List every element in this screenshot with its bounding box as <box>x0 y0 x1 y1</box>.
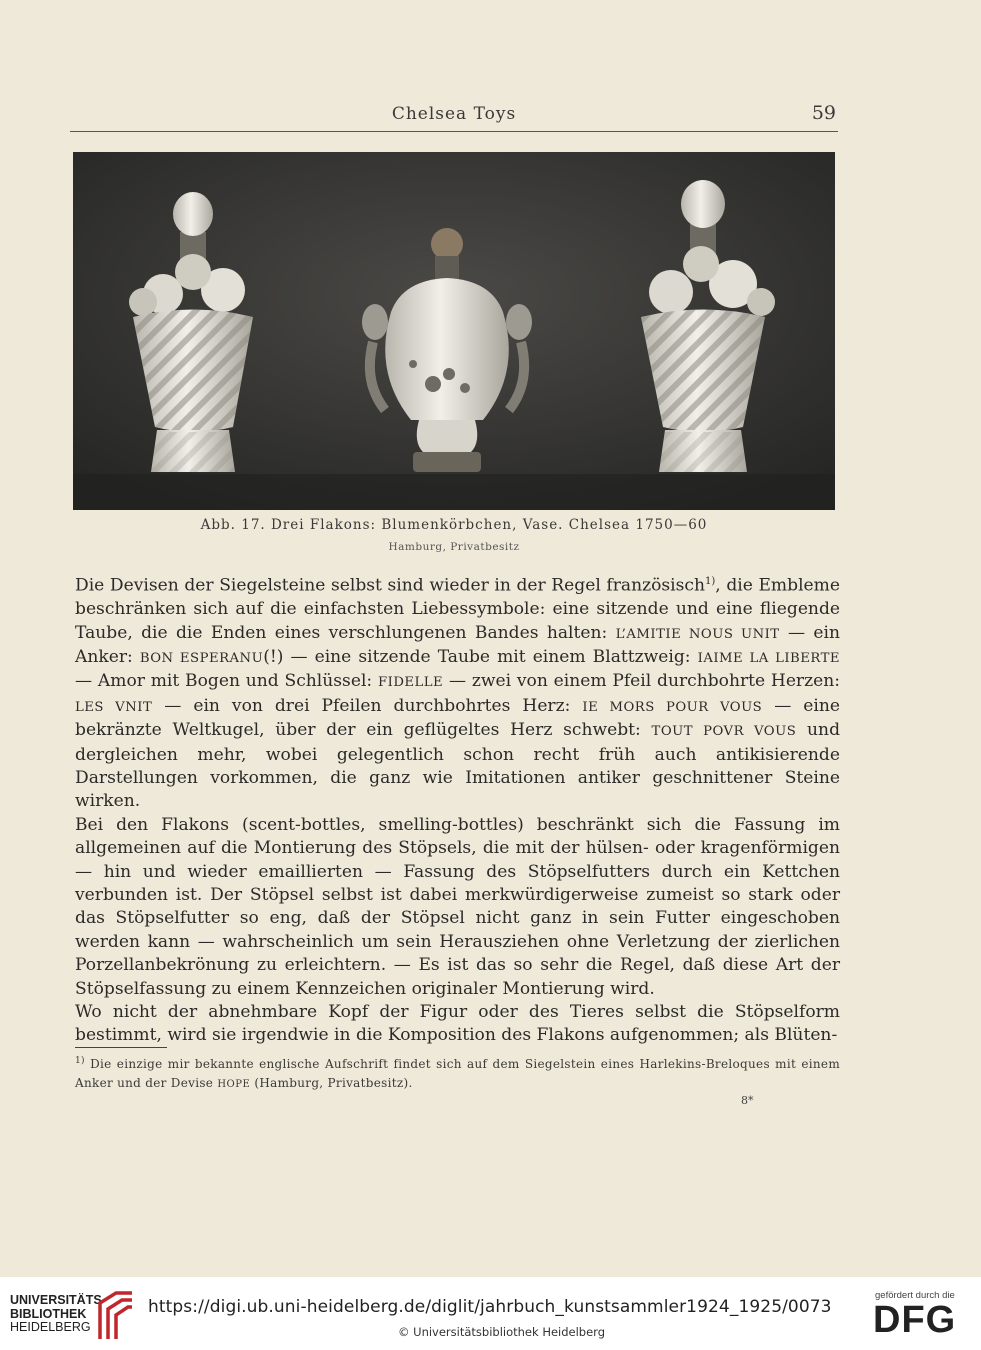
footnote-mark: 1) <box>75 1056 85 1066</box>
motto: BON ESPERANU <box>139 650 264 666</box>
figure-credit: Hamburg, Privatbesitz <box>388 541 520 553</box>
motto: TOUT POVR VOUS <box>651 724 797 740</box>
document-url-link[interactable]: https://digi.ub.uni-heidelberg.de/diglit/jahrbuch_kunstsammler1924_1925/0073 <box>148 1297 832 1317</box>
library-name[interactable]: UNIVERSITÄTS- BIBLIOTHEK HEIDELBERG <box>10 1293 106 1334</box>
footnote: $^{1)}$ Die einzige mir bekannte englische Aufschrift findet sich auf dem Siegelstein eines Harlekins-Breloques mit einem Anker und der Devise HOPE (Hamburg, Privatbesitz). <box>75 1056 840 1090</box>
copyright-notice: © Universitätsbibliothek Heidelberg <box>398 1325 606 1339</box>
signature-mark: 8* <box>741 1094 754 1107</box>
header-rule <box>70 131 838 132</box>
footnote-rule <box>75 1047 167 1048</box>
footnote-motto: HOPE <box>217 1079 251 1090</box>
library-logo-icon[interactable] <box>96 1289 136 1341</box>
dfg-logo[interactable]: DFG <box>873 1299 957 1341</box>
paragraph-1: Die Devisen der Siegelsteine selbst sind wieder in der Regel französisch$^{1)}$, die Embleme beschränken sich auf die einfachsten Liebessymbole: eine sitzende und eine fliegende Taube, die die Enden eines verschlungenen Bandes halten: L’AMITIE NOUS UNIT — ein Anker: BON ESPERANU(!) — eine sitzende Taube mit einem Blattzweig: IAIME LA LIBERTE — Amor mit Bogen und Schlüssel: FIDELLE — zwei von einem Pfeil durchbohrte Herzen: LES VNIT — ein von drei Pfeilen durchbohrtes Herz: IE MORS POUR VOUS — eine bekränzte Weltkugel, über der ein geflügeltes Herz schwebt: TOUT POVR VOUS und dergleichen mehr, wobei gelegentlich schon recht früh auch antikisierende Darstellungen vorkommen, die ganz wie Imitationen antiker geschnittener Steine wirken. <box>75 575 841 812</box>
footnote-reference: 1) <box>705 576 716 587</box>
page-header <box>70 100 838 134</box>
three-flacons-illustration <box>73 152 835 510</box>
motto: LES VNIT <box>75 699 153 715</box>
figure-photograph <box>73 152 835 510</box>
body-text <box>75 570 840 1048</box>
paragraph-2: Bei den Flakons (scent-bottles, smelling-bottles) beschränkt sich die Fassung im allgemeinen auf die Montierung des Stöpsels, die mit der hülsen- oder kragenförmigen — hin und wieder emaillierten — Fassung des Stöpselfutters durch ein Kettchen verbunden ist. Der Stöpsel selbst ist dabei merkwürdigerweise zumeist so stark oder das Stöpselfutter so eng, daß der Stöpsel nicht ganz in sein Futter eingeschoben werden kann — wahrscheinlich um sein Herausziehen ohne Verletzung der zierlichen Porzellanbekrönung zu erleichtern. — Es ist das so sehr die Regel, daß diese Art der Stöpselfassung zu einem Kennzeichen originaler Montierung wird. <box>75 814 840 999</box>
page-number: 59 <box>811 102 836 124</box>
motto: L’AMITIE NOUS UNIT <box>615 626 780 642</box>
motto: IE MORS POUR VOUS <box>582 699 763 715</box>
sponsor-label: gefördert durch die <box>875 1290 955 1301</box>
motto: FIDELLE <box>377 675 444 691</box>
figure-caption: Abb. 17. Drei Flakons: Blumenkörbchen, Vase. Chelsea 1750—60 <box>200 517 708 533</box>
paragraph-3: Wo nicht der abnehmbare Kopf der Figur oder des Tieres selbst die Stöpselform bestimmt, wird sie irgendwie in die Komposition des Flakons aufgenommen; als Blüten- <box>75 1002 840 1046</box>
motto: IAIME LA LIBERTE <box>697 650 840 666</box>
running-title: Chelsea Toys <box>391 104 517 124</box>
